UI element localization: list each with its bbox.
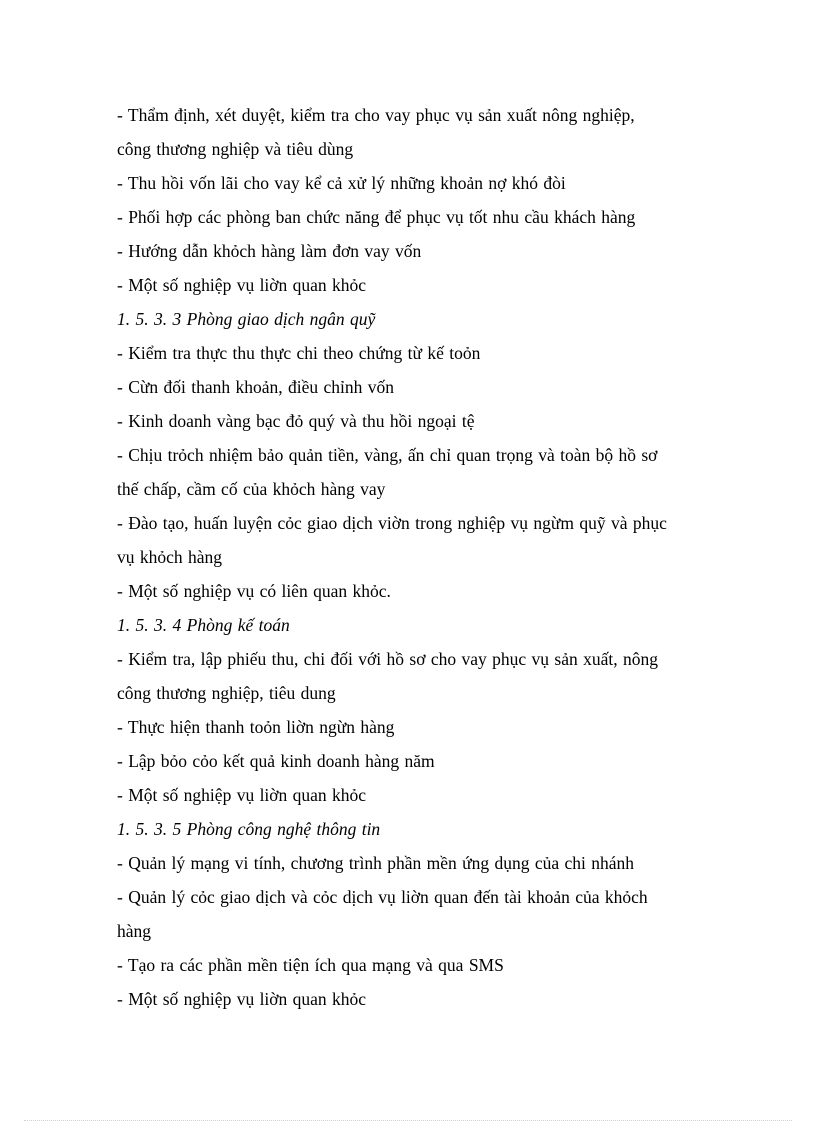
text-line: công thương nghiệp, tiêu dung: [117, 683, 336, 703]
text-line: - Một số nghiệp vụ liờn quan khỏc: [117, 989, 367, 1009]
text-line: công thương nghiệp và tiêu dùng: [117, 139, 354, 159]
text-line: - Cừn đối thanh khoản, điều chỉnh vốn: [117, 377, 395, 397]
text-line: - Tạo ra các phần mền tiện ích qua mạng và qua SMS: [117, 955, 504, 975]
text-line: - Kinh doanh vàng bạc đỏ quý và thu hồi ngoại tệ: [117, 411, 475, 431]
section-heading: 1. 5. 3. 4 Phòng kế toán: [117, 615, 290, 635]
section-heading: 1. 5. 3. 5 Phòng công nghệ thông tin: [117, 819, 381, 839]
text-line: vụ khỏch hàng: [117, 547, 223, 567]
document-body: [117, 98, 717, 1016]
text-line: - Hướng dẫn khỏch hàng làm đơn vay vốn: [117, 241, 422, 261]
text-line: - Chịu trỏch nhiệm bảo quản tiền, vàng, ấn chỉ quan trọng và toàn bộ hồ sơ: [117, 445, 658, 465]
text-line: - Quản lý mạng vi tính, chương trình phần mền ứng dụng của chi nhánh: [117, 853, 635, 873]
text-line: - Một số nghiệp vụ có liên quan khỏc.: [117, 581, 391, 601]
text-line: - Phối hợp các phòng ban chức năng để phục vụ tốt nhu cầu khách hàng: [117, 207, 636, 227]
text-line: - Lập bỏo cỏo kết quả kinh doanh hàng năm: [117, 751, 435, 771]
text-line: - Đào tạo, huấn luyện cỏc giao dịch viờn trong nghiệp vụ ngừm quỹ và phục: [117, 513, 667, 533]
text-line: - Một số nghiệp vụ liờn quan khỏc: [117, 275, 367, 295]
text-line: hàng: [117, 921, 152, 941]
section-heading: 1. 5. 3. 3 Phòng giao dịch ngân quỹ: [117, 309, 376, 329]
page-bottom-dotted-rule: [24, 1120, 792, 1121]
text-line: thế chấp, cầm cố của khỏch hàng vay: [117, 479, 386, 499]
text-line: - Thẩm định, xét duyệt, kiểm tra cho vay phục vụ sản xuất nông nghiệp,: [117, 105, 635, 125]
text-line: - Một số nghiệp vụ liờn quan khỏc: [117, 785, 367, 805]
text-line: - Kiểm tra thực thu thực chi theo chứng từ kế toỏn: [117, 343, 481, 363]
text-line: - Thu hồi vốn lãi cho vay kể cả xử lý những khoản nợ khó đòi: [117, 173, 566, 193]
text-line: - Thực hiện thanh toỏn liờn ngừn hàng: [117, 717, 395, 737]
text-line: - Quản lý cỏc giao dịch và cỏc dịch vụ liờn quan đến tài khoản của khỏch: [117, 887, 648, 907]
text-line: - Kiểm tra, lập phiếu thu, chi đối với hồ sơ cho vay phục vụ sản xuất, nông: [117, 649, 658, 669]
